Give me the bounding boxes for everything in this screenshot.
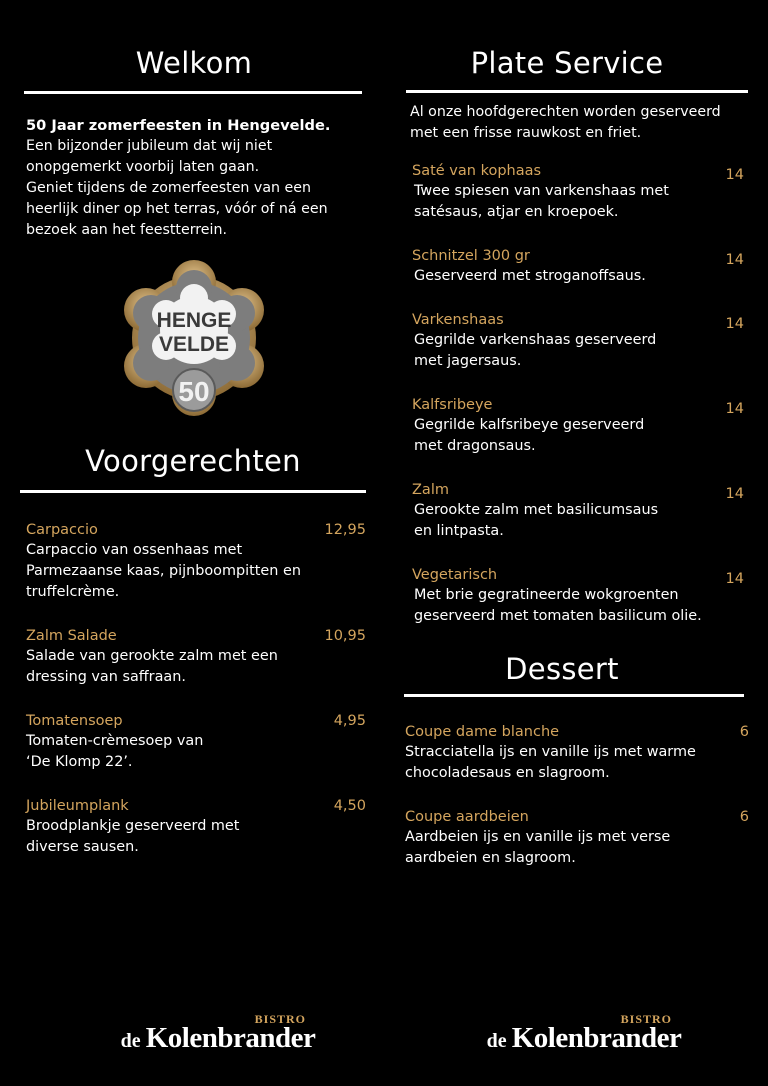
menu-item	[405, 723, 749, 784]
item-desc: Twee spiesen van varkenshaas met	[414, 183, 669, 199]
item-name: Carpaccio	[26, 522, 98, 538]
welcome-line: Geniet tijdens de zomerfeesten van een	[26, 180, 311, 196]
menu-item	[412, 247, 744, 287]
menu-item	[412, 481, 744, 542]
badge-line2: VELDE	[158, 333, 230, 356]
item-price: 6	[739, 724, 749, 740]
item-desc: satésaus, atjar en kroepoek.	[414, 204, 619, 220]
welcome-line: heerlijk diner op het terras, vóór of ná een	[26, 201, 328, 217]
welcome-title: Welkom	[135, 46, 253, 80]
menu-item	[412, 396, 744, 457]
item-price: 10,95	[324, 628, 366, 644]
item-desc: en lintpasta.	[414, 523, 504, 539]
item-name: Schnitzel 300 gr	[412, 248, 530, 264]
item-name: Varkenshaas	[412, 312, 504, 328]
menu-item	[412, 311, 744, 372]
welcome-headline: 50 Jaar zomerfeesten in Hengevelde.	[26, 117, 331, 134]
item-desc: Aardbeien ijs en vanille ijs met verse	[405, 829, 671, 845]
item-name: Coupe aardbeien	[405, 809, 529, 825]
dessert-divider	[404, 694, 744, 697]
item-name: Jubileumplank	[26, 798, 129, 814]
item-price: 14	[725, 571, 744, 587]
bistro-logo	[474, 1012, 694, 1062]
item-desc: Broodplankje geserveerd met	[26, 818, 240, 834]
item-price: 14	[725, 401, 744, 417]
item-name: Coupe dame blanche	[405, 724, 560, 740]
logo-bistro: BISTRO	[620, 1012, 672, 1026]
menu-item	[26, 712, 366, 773]
welcome-line: Een bijzonder jubileum dat wij niet	[26, 138, 273, 154]
logo-bistro: BISTRO	[254, 1012, 306, 1026]
starters-divider	[20, 490, 366, 493]
item-desc: ‘De Klomp 22’.	[26, 754, 133, 770]
bistro-logo	[108, 1012, 328, 1062]
menu-item	[412, 162, 744, 223]
item-desc: geserveerd met tomaten basilicum olie.	[414, 608, 702, 624]
menu-item	[26, 627, 366, 688]
item-price: 6	[739, 809, 749, 825]
item-desc: diverse sausen.	[26, 839, 139, 855]
item-desc: aardbeien en slagroom.	[405, 850, 576, 866]
jubilee-badge-logo	[118, 258, 270, 420]
item-desc: Met brie gegratineerde wokgroenten	[414, 587, 679, 603]
item-price: 4,50	[333, 798, 366, 814]
item-price: 14	[725, 486, 744, 502]
item-desc: Tomaten-crèmesoep van	[26, 733, 204, 749]
plate-intro-line: Al onze hoofdgerechten worden geserveerd	[410, 104, 721, 120]
item-name: Saté van kophaas	[412, 163, 542, 179]
item-desc: Gegrilde kalfsribeye geserveerd	[414, 417, 645, 433]
plate-intro	[410, 102, 760, 144]
badge-number: 50	[178, 376, 210, 407]
item-price: 14	[725, 252, 744, 268]
welcome-text	[26, 115, 366, 241]
item-desc: chocoladesaus en slagroom.	[405, 765, 610, 781]
menu-item	[26, 797, 366, 858]
item-price: 12,95	[324, 522, 366, 538]
item-desc: truffelcrème.	[26, 584, 120, 600]
badge-line1: HENGE	[156, 309, 232, 332]
welcome-line: onopgemerkt voorbij laten gaan.	[26, 159, 260, 175]
item-name: Kalfsribeye	[412, 397, 493, 413]
item-desc: Parmezaanse kaas, pijnboompitten en	[26, 563, 301, 579]
item-desc: Geserveerd met stroganoffsaus.	[414, 268, 646, 284]
item-desc: Salade van gerookte zalm met een	[26, 648, 278, 664]
menu-item	[26, 521, 366, 603]
welcome-line: bezoek aan het feestterrein.	[26, 222, 227, 238]
dessert-title: Dessert	[505, 652, 619, 686]
item-desc: Carpaccio van ossenhaas met	[26, 542, 243, 558]
starters-title: Voorgerechten	[85, 444, 301, 478]
item-name: Zalm Salade	[26, 628, 117, 644]
item-price: 4,95	[333, 713, 366, 729]
item-name: Tomatensoep	[26, 713, 123, 729]
item-price: 14	[725, 167, 744, 183]
welcome-divider	[24, 91, 362, 94]
item-name: Vegetarisch	[412, 567, 498, 583]
item-desc: met jagersaus.	[414, 353, 522, 369]
menu-item	[412, 566, 744, 627]
item-name: Zalm	[412, 482, 449, 498]
item-desc: Stracciatella ijs en vanille ijs met warme	[405, 744, 696, 760]
plate-title: Plate Service	[470, 46, 664, 80]
logo-name: Kolenbrander	[145, 1022, 316, 1054]
plate-intro-line: met een frisse rauwkost en friet.	[410, 125, 642, 141]
item-desc: met dragonsaus.	[414, 438, 536, 454]
item-desc: dressing van saffraan.	[26, 669, 186, 685]
item-desc: Gegrilde varkenshaas geserveerd	[414, 332, 657, 348]
logo-name: Kolenbrander	[511, 1022, 682, 1054]
item-price: 14	[725, 316, 744, 332]
logo-de: de	[120, 1030, 141, 1052]
logo-de: de	[486, 1030, 507, 1052]
item-desc: Gerookte zalm met basilicumsaus	[414, 502, 659, 518]
menu-item	[405, 808, 749, 869]
plate-divider	[406, 90, 748, 93]
